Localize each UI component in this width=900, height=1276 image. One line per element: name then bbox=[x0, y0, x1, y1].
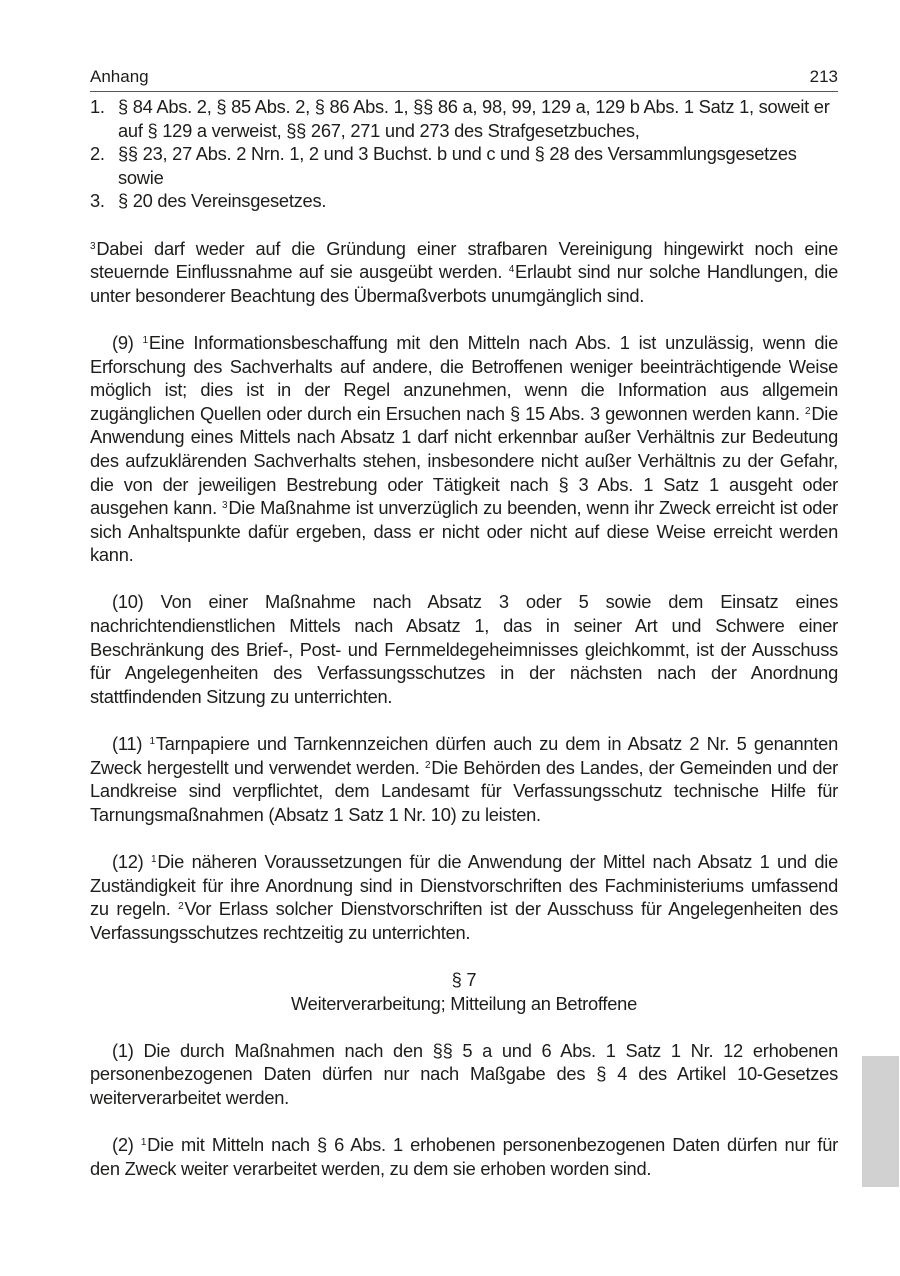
list-item bbox=[90, 142, 838, 189]
paragraph-label: (11) bbox=[112, 733, 150, 755]
list-item bbox=[90, 95, 838, 142]
sentence-number: 2 bbox=[805, 405, 811, 417]
paragraph-label: (9) bbox=[112, 331, 143, 353]
section7-paragraph-1: (1) Die durch Maßnahmen nach den §§ 5 a und 6 Abs. 1 Satz 1 Nr. 12 erhobenen personenbezogenen Daten dürfen nur nach Maßgabe des § 4 des Artikel 10-Gesetzes weiterverarbeitet werden. bbox=[90, 1039, 838, 1108]
paragraph-continuation: $^3$Dabei darf weder auf die Gründung einer strafbaren Vereinigung hingewirkt noch eine steuernde Einflussnahme auf sie ausgeübt werden. $^4$Erlaubt sind nur solche Handlungen, die unter besonderer Beachtung des Übermaßverbots unumgänglich sind. bbox=[90, 237, 838, 306]
thumb-index-tab bbox=[862, 1056, 899, 1187]
sentence-number: 1 bbox=[149, 736, 155, 748]
sentence-number: 4 bbox=[508, 264, 515, 276]
document-page bbox=[90, 66, 838, 1180]
running-header bbox=[90, 66, 838, 92]
section-title: Weiterverarbeitung; Mitteilung an Betroffene bbox=[290, 992, 638, 1014]
section7-paragraph-2: (2) $^1$Die mit Mitteln nach § 6 Abs. 1 erhobenen personenbezogenen Daten dürfen nur für den Zweck weiter verarbeitet werden, zu dem sie erhoben worden sind. bbox=[90, 1134, 838, 1179]
sentence-number: 1 bbox=[140, 1137, 147, 1149]
list-item-text: §§ 23, 27 Abs. 2 Nrn. 1, 2 und 3 Buchst. b und c und § 28 des Versammlungsgesetzes sowie bbox=[118, 143, 797, 188]
paragraph-12: (12) $^1$Die näheren Voraussetzungen für die Anwendung der Mittel nach Absatz 1 und die Zuständigkeit für ihre Anordnung sind in Dienstvorschriften des Fachministeriums umfassend zu regeln. $^2$Vor Erlass solcher Dienstvorschriften ist der Ausschuss für Angelegenheiten des Verfassungsschutzes rechtzeitig zu unterrichten. bbox=[90, 851, 838, 943]
enumerated-list bbox=[90, 95, 838, 213]
paragraph-9: (9) $^1$Eine Informationsbeschaffung mit den Mitteln nach Abs. 1 ist unzulässig, wenn die Erforschung des Sachverhalts auf andere, die Betroffenen weniger beeinträchtigende Weise möglich ist; dies ist in der Regel anzunehmen, wenn die Information aus allgemein zugänglichen Quellen oder durch ein Ersuchen nach § 15 Abs. 3 gewonnen werden kann. $^2$Die Anwendung eines Mittels nach Absatz 1 darf nicht erkennbar außer Verhältnis zur Bedeutung des aufzuklärenden Sachverhalts stehen, insbesondere nicht außer Verhältnis zu der Gefahr, die von der jeweiligen Bestrebung oder Tätigkeit nach § 3 Abs. 1 Satz 1 ausgeht oder ausgehen kann. $^3$Die Maßnahme ist unverzüglich zu beenden, wenn ihr Zweck erreicht ist oder sich Anhaltspunkte dafür ergeben, dass er nicht oder nicht auf diese Weise erreicht werden kann. bbox=[90, 331, 838, 566]
sentence-number: 3 bbox=[90, 240, 96, 252]
paragraph-10: (10) Von einer Maßnahme nach Absatz 3 oder 5 sowie dem Einsatz eines nachrichtendienstlichen Mittels nach Absatz 1, das in seiner Art und Schwere einer Beschränkung des Brief-, Post- und Fernmeldegeheimnisses gleichkommt, ist der Ausschuss für Angelegenheiten des Verfassungsschutzes in der nächsten nach der Anordnung stattfindenden Sitzung zu unterrichten. bbox=[90, 591, 838, 707]
list-item bbox=[90, 189, 838, 213]
sentence-number: 1 bbox=[151, 854, 157, 865]
list-item-text: § 20 des Vereinsgesetzes. bbox=[118, 190, 327, 212]
page-number: 213 bbox=[809, 67, 838, 86]
header-section-title: Anhang bbox=[90, 67, 149, 86]
list-item-number: 2. bbox=[90, 143, 105, 165]
sentence-number: 1 bbox=[142, 334, 148, 346]
paragraph-11: (11) $^1$Tarnpapiere und Tarnkennzeichen dürfen auch zu dem in Absatz 2 Nr. 5 genannten Zweck hergestellt und verwendet werden. $^2$Die Behörden des Landes, der Gemeinden und der Landkreise sind verpflichtet, dem Landesamt für Verfassungsschutz technische Hilfe für Tarnungsmaßnahmen (Absatz 1 Satz 1 Nr. 10) zu leisten. bbox=[90, 733, 839, 825]
body-text bbox=[90, 95, 838, 1180]
paragraph-label: (2) bbox=[112, 1134, 141, 1156]
sentence-number: 3 bbox=[222, 500, 228, 512]
sentence-number: 2 bbox=[178, 901, 184, 913]
list-item-text: § 84 Abs. 2, § 85 Abs. 2, § 86 Abs. 1, §§ 86 a, 98, 99, 129 a, 129 b Abs. 1 Satz 1, soweit er auf § 129 a verweist, §§ 267, 271 und 273 des Strafgesetzbuches, bbox=[118, 96, 830, 141]
list-item-number: 1. bbox=[90, 96, 105, 117]
list-item-number: 3. bbox=[90, 190, 105, 212]
sentence-number: 2 bbox=[424, 759, 431, 771]
paragraph-label: (12) bbox=[112, 851, 152, 872]
section-number: § 7 bbox=[451, 968, 477, 990]
